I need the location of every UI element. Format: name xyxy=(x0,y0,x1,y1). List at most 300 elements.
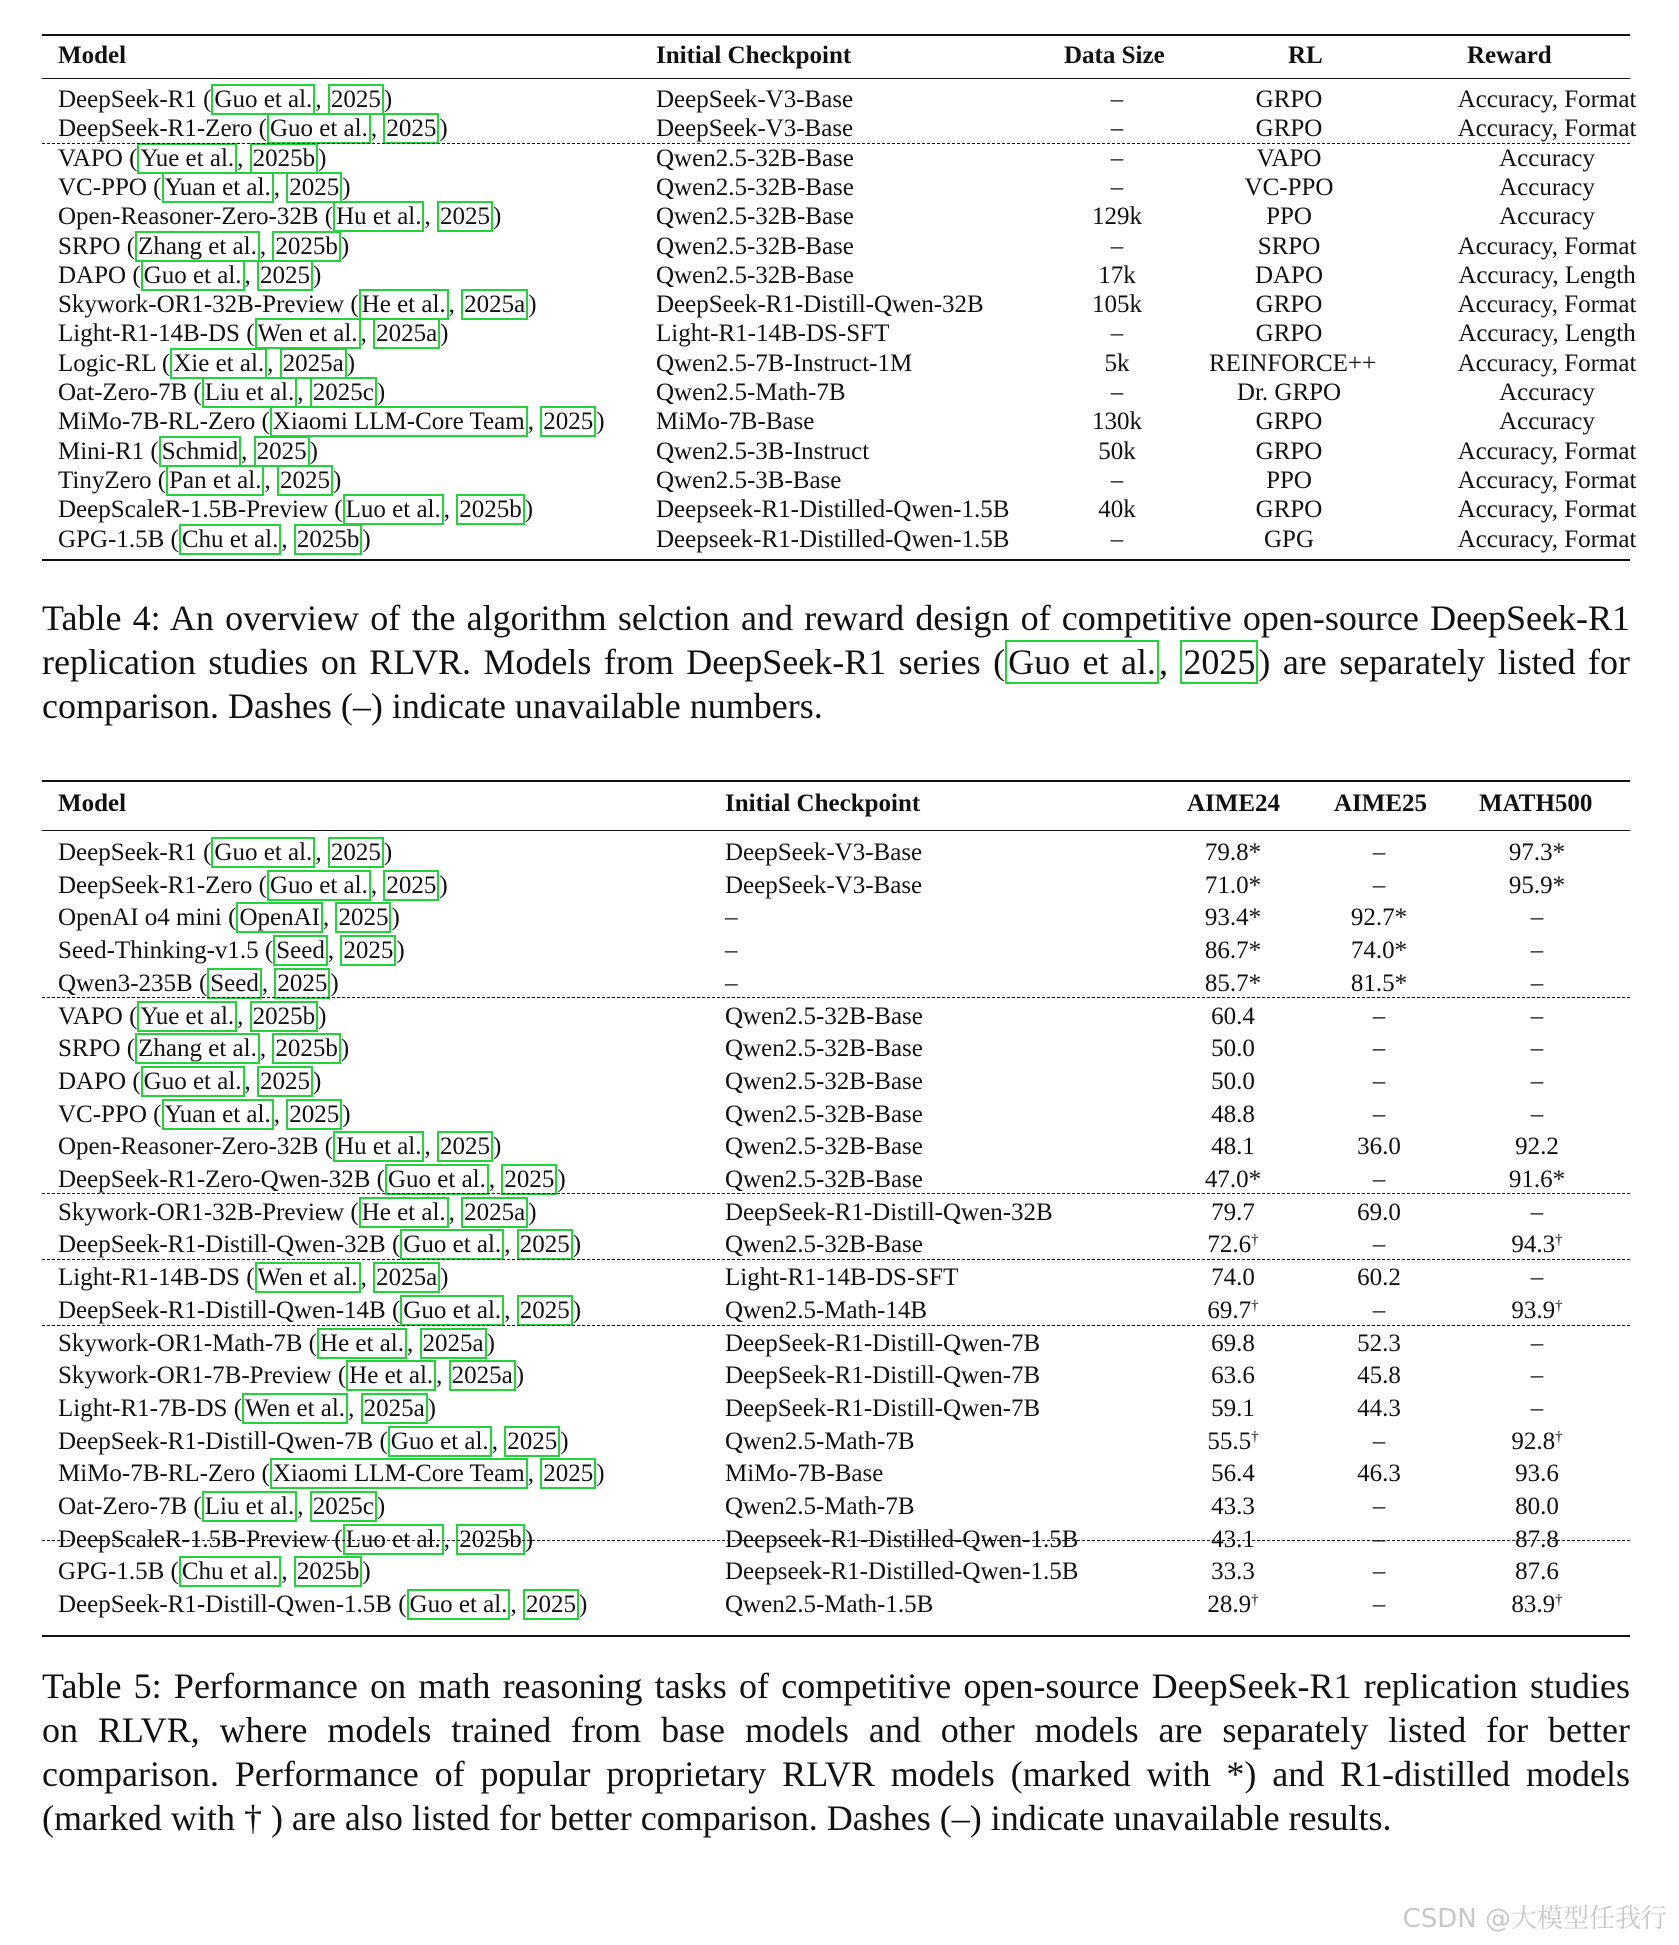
model-name: DeepSeek-R1-Distill-Qwen-7B ( xyxy=(58,1427,388,1455)
citation-year-link[interactable]: 2025 xyxy=(257,260,313,291)
caption-text: Table 4: An overview of the algorithm selction and reward design of competitive open-source DeepSeek-R1 replication studies on RLVR. Models from DeepSeek-R1 series ( xyxy=(42,598,1630,682)
rl-cell xyxy=(1209,204,1369,229)
citation-year-link[interactable]: 2025a xyxy=(461,1197,528,1228)
citation-close: ) xyxy=(340,232,350,260)
model-name: DAPO ( xyxy=(58,261,141,289)
model-name-cell xyxy=(58,1167,566,1192)
citation-year-link[interactable]: 2025 xyxy=(517,1295,573,1326)
model-name-cell xyxy=(58,175,351,200)
citation-link[interactable]: He et al. xyxy=(359,289,449,320)
rl-cell xyxy=(1209,146,1369,171)
model-name-cell xyxy=(58,971,339,996)
citation-link[interactable]: Guo et al. xyxy=(407,1589,511,1620)
aime24-cell xyxy=(1153,840,1313,865)
citation-year-link[interactable]: 2025 xyxy=(540,1458,596,1489)
checkpoint-cell: Qwen2.5-32B-Base xyxy=(656,144,854,172)
aime25-cell xyxy=(1299,1069,1459,1094)
top-rule xyxy=(42,780,1630,782)
group-divider xyxy=(42,1540,1630,1541)
model-name: VC-PPO ( xyxy=(58,1100,162,1128)
checkpoint-cell: Qwen2.5-32B-Base xyxy=(725,1035,923,1063)
citation-close: ) xyxy=(376,379,386,406)
aime24-cell-value: 55.5 xyxy=(1207,1427,1252,1455)
citation-year-link[interactable]: 2025b xyxy=(294,524,363,555)
math500-cell-value: – xyxy=(1530,1362,1544,1390)
citation-year-link[interactable]: 2025b xyxy=(250,1001,319,1032)
aime25-cell xyxy=(1299,1102,1459,1127)
model-name: VAPO ( xyxy=(58,1002,138,1030)
aime25-cell-value: – xyxy=(1372,1493,1386,1520)
checkpoint-cell: – xyxy=(725,937,738,965)
citation-link[interactable]: Guo et al. xyxy=(211,837,315,868)
checkpoint-cell: Qwen2.5-32B-Base xyxy=(725,1133,923,1161)
math500-cell-value: – xyxy=(1530,1264,1544,1292)
citation-year-link[interactable]: 2025c xyxy=(310,377,377,408)
citation-year-link[interactable]: 2025c xyxy=(310,1491,377,1522)
data-size-cell xyxy=(1037,116,1197,141)
model-name: Logic-RL ( xyxy=(58,349,171,377)
caption-sep: , xyxy=(1158,642,1181,682)
checkpoint-cell: Qwen2.5-3B-Instruct xyxy=(656,437,870,465)
math500-cell xyxy=(1457,1265,1617,1290)
citation-link[interactable]: Xie et al. xyxy=(170,348,267,379)
checkpoint-cell: Qwen2.5-32B-Base xyxy=(656,261,854,289)
citation-year-link[interactable]: 2025 xyxy=(328,837,384,868)
citation-year-link[interactable]: 2025 xyxy=(335,902,391,933)
citation-link[interactable]: Pan et al. xyxy=(166,465,264,496)
model-name-cell xyxy=(58,1363,524,1388)
aime24-cell-value: 69.8 xyxy=(1211,1329,1255,1357)
model-name-cell xyxy=(58,497,533,522)
citation-link[interactable]: Guo et al. xyxy=(400,1229,504,1260)
data-size-cell-value: 40k xyxy=(1098,496,1136,524)
citation-sep: , xyxy=(370,115,384,143)
citation-link[interactable]: Liu et al. xyxy=(202,377,298,408)
group-divider xyxy=(42,1259,1630,1260)
citation-link[interactable]: Guo et al. xyxy=(388,1426,492,1457)
model-name: GPG-1.5B ( xyxy=(58,525,179,553)
citation-sep: , xyxy=(315,839,328,866)
citation-sep: , xyxy=(241,437,254,465)
aime24-cell-value: 69.7 xyxy=(1207,1296,1252,1324)
citation-sep: , xyxy=(448,291,462,319)
math500-cell-value: 83.9 xyxy=(1511,1591,1556,1619)
citation-year-link[interactable]: 2025 xyxy=(437,1131,493,1162)
model-name: MiMo-7B-RL-Zero ( xyxy=(58,1460,270,1488)
math500-cell-value: 94.3 xyxy=(1511,1231,1556,1259)
math500-cell xyxy=(1457,905,1617,930)
model-name-cell xyxy=(58,1461,605,1486)
citation-sep: , xyxy=(261,969,275,997)
citation-year-link[interactable]: 2025a xyxy=(280,348,347,379)
model-name-cell xyxy=(58,1232,581,1257)
model-name-cell xyxy=(58,409,605,434)
citation-link[interactable]: Yue et al. xyxy=(137,1001,237,1032)
data-size-cell-value: 17k xyxy=(1098,261,1136,289)
aime25-cell xyxy=(1299,1167,1459,1192)
citation-link[interactable]: Schmid xyxy=(159,436,241,467)
model-name: Qwen3-235B ( xyxy=(58,969,208,997)
dagger-mark: † xyxy=(1251,1232,1259,1249)
model-name-cell xyxy=(58,204,501,229)
citation-sep: , xyxy=(488,1166,502,1193)
citation-sep: , xyxy=(244,1067,258,1095)
model-name: Oat-Zero-7B ( xyxy=(58,1493,202,1520)
aime24-cell-value: 85.7* xyxy=(1204,969,1262,997)
data-size-cell-value: – xyxy=(1110,86,1124,113)
math500-cell-value: – xyxy=(1530,1035,1544,1063)
citation-year-link[interactable]: 2025 xyxy=(383,113,439,144)
rl-cell xyxy=(1209,321,1369,346)
aime25-cell-value: – xyxy=(1372,1525,1386,1553)
citation-link[interactable]: Guo et al. xyxy=(1005,640,1159,684)
citation-year-link[interactable]: 2025 xyxy=(540,406,596,437)
checkpoint-cell: Qwen2.5-7B-Instruct-1M xyxy=(656,349,913,377)
checkpoint-cell: – xyxy=(725,969,738,997)
citation-year-link[interactable]: 2025b xyxy=(272,231,341,262)
top-rule xyxy=(42,34,1630,36)
rl-cell xyxy=(1209,292,1369,317)
citation-close: ) xyxy=(383,86,393,113)
checkpoint-cell: Qwen2.5-Math-7B xyxy=(725,1493,915,1520)
reward-cell: Accuracy, Format xyxy=(1457,437,1637,465)
citation-sep: , xyxy=(443,1525,457,1553)
citation-link[interactable]: Wen et al. xyxy=(255,318,361,349)
header-aime24: AIME24 xyxy=(1187,790,1281,817)
model-name-cell xyxy=(58,146,326,171)
model-name-cell xyxy=(58,1559,371,1584)
citation-close: ) xyxy=(346,349,356,377)
citation-year-link[interactable]: 2025a xyxy=(461,289,528,320)
citation-link[interactable]: Chu et al. xyxy=(179,524,282,555)
math500-cell-value: 93.6 xyxy=(1515,1460,1559,1488)
citation-sep: , xyxy=(370,871,384,899)
citation-year-link[interactable]: 2025b xyxy=(456,494,525,525)
citation-sep: , xyxy=(259,1035,273,1063)
citation-sep: , xyxy=(267,349,280,377)
citation-close: ) xyxy=(578,1591,588,1619)
dagger-mark: † xyxy=(1555,1232,1563,1249)
aime24-cell xyxy=(1153,1200,1313,1225)
citation-link[interactable]: Luo et al. xyxy=(343,1524,444,1555)
citation-year-link[interactable]: 2025 xyxy=(383,870,439,901)
data-size-cell xyxy=(1037,292,1197,317)
citation-sep: , xyxy=(527,408,541,436)
citation-link[interactable]: Guo et al. xyxy=(385,1164,489,1195)
data-size-cell-value: – xyxy=(1110,379,1124,406)
aime24-cell-value: 43.3 xyxy=(1211,1493,1255,1520)
math500-cell xyxy=(1457,1592,1617,1617)
group-divider xyxy=(42,997,1630,998)
aime24-cell xyxy=(1153,1363,1313,1388)
citation-sep: , xyxy=(327,937,341,965)
citation-close: ) xyxy=(439,115,448,143)
citation-link[interactable]: Guo et al. xyxy=(400,1295,504,1326)
aime25-cell xyxy=(1299,1004,1459,1029)
citation-close: ) xyxy=(383,839,393,866)
data-size-cell-value: – xyxy=(1110,144,1124,172)
citation-year-link[interactable]: 2025a xyxy=(361,1393,428,1424)
citation-link[interactable]: Guo et al. xyxy=(141,1066,245,1097)
aime24-cell-value: 74.0 xyxy=(1211,1264,1255,1292)
model-name: Light-R1-14B-DS ( xyxy=(58,320,255,348)
math500-cell-value: 80.0 xyxy=(1515,1493,1559,1520)
citation-link[interactable]: Guo et al. xyxy=(267,113,371,144)
model-name: DeepSeek-R1 ( xyxy=(58,839,212,866)
rl-cell-value: PPO xyxy=(1266,203,1312,231)
model-name-cell xyxy=(58,938,405,963)
aime24-cell-value: 71.0* xyxy=(1204,871,1262,899)
checkpoint-cell: Qwen2.5-Math-7B xyxy=(725,1427,915,1455)
math500-cell-value: – xyxy=(1530,937,1544,965)
citation-close: ) xyxy=(439,871,448,899)
citation-link[interactable]: Yuan et al. xyxy=(162,1099,274,1130)
watermark: CSDN @大模型任我行 xyxy=(1402,1904,1667,1934)
citation-year-link[interactable]: 2025b xyxy=(250,143,319,174)
checkpoint-cell: Deepseek-R1-Distilled-Qwen-1.5B xyxy=(725,1525,1079,1553)
checkpoint-cell: DeepSeek-R1-Distill-Qwen-32B xyxy=(725,1198,1053,1226)
model-name: Oat-Zero-7B ( xyxy=(58,379,202,406)
citation-year-link[interactable]: 2025b xyxy=(272,1033,341,1064)
aime24-cell-value: 79.7 xyxy=(1211,1198,1255,1226)
citation-close: ) xyxy=(318,144,327,172)
dagger-mark: † xyxy=(1251,1428,1259,1445)
aime25-cell xyxy=(1299,938,1459,963)
model-name: SRPO ( xyxy=(58,1035,136,1063)
citation-close: ) xyxy=(440,1264,449,1292)
citation-year-link[interactable]: 2025 xyxy=(504,1426,560,1457)
aime25-cell xyxy=(1299,1331,1459,1356)
aime25-cell-value: – xyxy=(1372,1067,1386,1095)
rl-cell-value: REINFORCE++ xyxy=(1209,349,1377,377)
model-name: DeepSeek-R1-Distill-Qwen-14B ( xyxy=(58,1296,401,1324)
checkpoint-cell: Qwen2.5-Math-1.5B xyxy=(725,1591,934,1619)
rl-cell-value: DAPO xyxy=(1254,261,1324,289)
checkpoint-cell: Qwen2.5-32B-Base xyxy=(725,1002,923,1030)
aime25-cell-value: 69.0 xyxy=(1357,1198,1401,1226)
reward-cell: Accuracy, Length xyxy=(1458,261,1636,289)
model-name: Light-R1-7B-DS ( xyxy=(58,1394,243,1422)
reward-cell: Accuracy, Format xyxy=(1457,525,1637,553)
citation-link[interactable]: He et al. xyxy=(346,1360,436,1391)
aime25-cell-value: – xyxy=(1372,1558,1386,1586)
citation-link[interactable]: Wen et al. xyxy=(242,1393,348,1424)
checkpoint-cell: DeepSeek-V3-Base xyxy=(656,115,854,143)
aime25-cell-value: 81.5* xyxy=(1350,969,1408,997)
aime24-cell-value: 50.0 xyxy=(1211,1067,1255,1095)
citation-year-link[interactable]: 2025 xyxy=(517,1229,573,1260)
citation-year-link[interactable]: 2025a xyxy=(420,1328,487,1359)
citation-link[interactable]: Xiaomi LLM-Core Team xyxy=(270,406,528,437)
rl-cell-value: Dr. GRPO xyxy=(1236,379,1342,406)
checkpoint-cell: – xyxy=(725,904,738,932)
citation-year-link[interactable]: 2025 xyxy=(1180,640,1258,684)
aime25-cell xyxy=(1299,1592,1459,1617)
rl-cell-value: GRPO xyxy=(1255,86,1323,113)
rl-cell xyxy=(1209,116,1369,141)
model-name-cell xyxy=(58,321,449,346)
math500-cell xyxy=(1457,1134,1617,1159)
reward-cell: Accuracy, Format xyxy=(1457,115,1637,143)
aime24-cell-value: 79.8* xyxy=(1204,839,1262,866)
citation-link[interactable]: Guo et al. xyxy=(141,260,245,291)
citation-link[interactable]: Seed xyxy=(273,935,328,966)
aime25-cell-value: 74.0* xyxy=(1350,937,1408,965)
citation-year-link[interactable]: 2025a xyxy=(449,1360,516,1391)
data-size-cell-value: – xyxy=(1110,173,1124,201)
checkpoint-cell: Light-R1-14B-DS-SFT xyxy=(656,320,890,348)
citation-link[interactable]: Zhang et al. xyxy=(135,1033,260,1064)
citation-year-link[interactable]: 2025 xyxy=(274,968,330,999)
citation-year-link[interactable]: 2025 xyxy=(257,1066,313,1097)
model-name: DeepSeek-R1-Zero ( xyxy=(58,115,267,143)
aime24-cell xyxy=(1153,873,1313,898)
math500-cell xyxy=(1457,1331,1617,1356)
model-name-cell xyxy=(58,840,392,865)
reward-cell: Accuracy xyxy=(1499,203,1595,231)
reward-cell: Accuracy, Format xyxy=(1457,496,1637,524)
citation-close: ) xyxy=(524,496,534,524)
model-name-cell xyxy=(58,292,537,317)
rl-cell xyxy=(1209,380,1369,405)
header-model: Model xyxy=(58,790,127,817)
citation-link[interactable]: Yuan et al. xyxy=(162,172,274,203)
reward-cell: Accuracy xyxy=(1499,144,1595,172)
citation-year-link[interactable]: 2025b xyxy=(456,1524,525,1555)
math500-cell-value: – xyxy=(1530,969,1544,997)
citation-link[interactable]: Yue et al. xyxy=(137,143,237,174)
header-rule xyxy=(42,78,1630,79)
model-name: Seed-Thinking-v1.5 ( xyxy=(58,937,274,965)
model-name-cell xyxy=(58,1592,587,1617)
model-name-cell xyxy=(58,1200,537,1225)
math500-cell xyxy=(1457,1461,1617,1486)
citation-year-link[interactable]: 2025 xyxy=(254,436,310,467)
citation-link[interactable]: Luo et al. xyxy=(343,494,444,525)
data-size-cell xyxy=(1037,468,1197,493)
aime25-cell-value: 60.2 xyxy=(1357,1264,1401,1292)
aime25-cell-value: – xyxy=(1372,1035,1386,1063)
citation-year-link[interactable]: 2025 xyxy=(286,1099,342,1130)
citation-year-link[interactable]: 2025 xyxy=(437,201,493,232)
citation-link[interactable]: Wen et al. xyxy=(255,1262,361,1293)
data-size-cell-value: 50k xyxy=(1098,437,1136,465)
bottom-rule xyxy=(42,1635,1630,1637)
citation-link[interactable]: Zhang et al. xyxy=(135,231,260,262)
citation-link[interactable]: Hu et al. xyxy=(333,1131,424,1162)
aime25-cell xyxy=(1299,1265,1459,1290)
data-size-cell-value: – xyxy=(1110,115,1124,143)
citation-year-link[interactable]: 2025b xyxy=(294,1556,363,1587)
data-size-cell xyxy=(1037,527,1197,552)
citation-link[interactable]: Hu et al. xyxy=(333,201,424,232)
model-name-cell xyxy=(58,1331,495,1356)
citation-sep: , xyxy=(237,1002,250,1030)
aime25-cell xyxy=(1299,1396,1459,1421)
citation-sep: , xyxy=(244,261,258,289)
reward-cell: Accuracy, Length xyxy=(1458,320,1636,348)
math500-cell xyxy=(1457,1069,1617,1094)
citation-year-link[interactable]: 2025a xyxy=(373,318,440,349)
citation-link[interactable]: OpenAI xyxy=(236,902,323,933)
model-name: DeepSeek-R1-Zero-Qwen-32B ( xyxy=(58,1166,385,1193)
header-math500: MATH500 xyxy=(1479,790,1593,817)
model-name-cell xyxy=(58,1134,501,1159)
rl-cell-value: GRPO xyxy=(1255,437,1323,465)
citation-year-link[interactable]: 2025 xyxy=(523,1589,579,1620)
checkpoint-cell: Deepseek-R1-Distilled-Qwen-1.5B xyxy=(725,1558,1079,1586)
caption-tail: ) are separately listed for comparison. Dashes (–) indicate unavailable numbers. xyxy=(42,642,1630,726)
aime24-cell xyxy=(1153,1167,1313,1192)
aime24-cell xyxy=(1153,905,1313,930)
citation-close: ) xyxy=(391,904,400,932)
aime24-cell xyxy=(1153,1004,1313,1029)
model-name-cell xyxy=(58,1429,569,1454)
reward-cell: Accuracy xyxy=(1499,173,1595,201)
data-size-cell-value: 129k xyxy=(1092,203,1142,231)
citation-year-link[interactable]: 2025a xyxy=(373,1262,440,1293)
citation-close: ) xyxy=(596,1460,605,1488)
aime24-cell-value: 93.4* xyxy=(1204,904,1262,932)
citation-sep: , xyxy=(264,466,277,494)
citation-close: ) xyxy=(515,1362,525,1390)
citation-year-link[interactable]: 2025 xyxy=(340,935,396,966)
citation-close: ) xyxy=(362,525,371,553)
citation-link[interactable]: He et al. xyxy=(317,1328,407,1359)
rl-cell xyxy=(1209,87,1369,112)
citation-link[interactable]: Guo et al. xyxy=(211,84,315,115)
rl-cell-value: GRPO xyxy=(1255,115,1323,143)
citation-link[interactable]: Liu et al. xyxy=(202,1491,298,1522)
checkpoint-cell: MiMo-7B-Base xyxy=(656,408,815,436)
aime24-cell-value: 60.4 xyxy=(1211,1002,1255,1030)
citation-close: ) xyxy=(596,408,605,436)
math500-cell xyxy=(1457,840,1617,865)
citation-link[interactable]: Guo et al. xyxy=(267,870,371,901)
citation-link[interactable]: Seed xyxy=(207,968,262,999)
citation-sep: , xyxy=(297,1493,310,1520)
model-name: Skywork-OR1-32B-Preview ( xyxy=(58,291,359,319)
math500-cell-value: – xyxy=(1530,1100,1544,1128)
citation-year-link[interactable]: 2025 xyxy=(501,1164,557,1195)
citation-year-link[interactable]: 2025 xyxy=(328,84,384,115)
rl-cell-value: GPG xyxy=(1263,525,1314,553)
model-name: DeepScaleR-1.5B-Preview ( xyxy=(58,496,343,524)
checkpoint-cell: Qwen2.5-3B-Base xyxy=(656,466,842,494)
citation-year-link[interactable]: 2025 xyxy=(286,172,342,203)
math500-cell xyxy=(1457,1429,1617,1454)
citation-year-link[interactable]: 2025 xyxy=(277,465,333,496)
aime24-cell-value: 47.0* xyxy=(1204,1166,1262,1193)
model-name: DeepSeek-R1-Zero ( xyxy=(58,871,267,899)
citation-link[interactable]: Xiaomi LLM-Core Team xyxy=(270,1458,528,1489)
citation-close: ) xyxy=(492,203,502,231)
citation-link[interactable]: He et al. xyxy=(359,1197,449,1228)
math500-cell-value: – xyxy=(1530,1329,1544,1357)
checkpoint-cell: MiMo-7B-Base xyxy=(725,1460,884,1488)
reward-cell: Accuracy xyxy=(1499,408,1595,436)
checkpoint-cell: DeepSeek-R1-Distill-Qwen-7B xyxy=(725,1394,1041,1422)
model-name: Skywork-OR1-Math-7B ( xyxy=(58,1329,318,1357)
citation-link[interactable]: Chu et al. xyxy=(179,1556,282,1587)
citation-close: ) xyxy=(376,1493,386,1520)
citation-close: ) xyxy=(313,261,322,289)
rl-cell-value: VC-PPO xyxy=(1244,173,1334,201)
group-divider xyxy=(42,143,1630,144)
aime24-cell xyxy=(1153,1494,1313,1519)
checkpoint-cell: Qwen2.5-32B-Base xyxy=(725,1231,923,1259)
aime24-cell xyxy=(1153,1265,1313,1290)
